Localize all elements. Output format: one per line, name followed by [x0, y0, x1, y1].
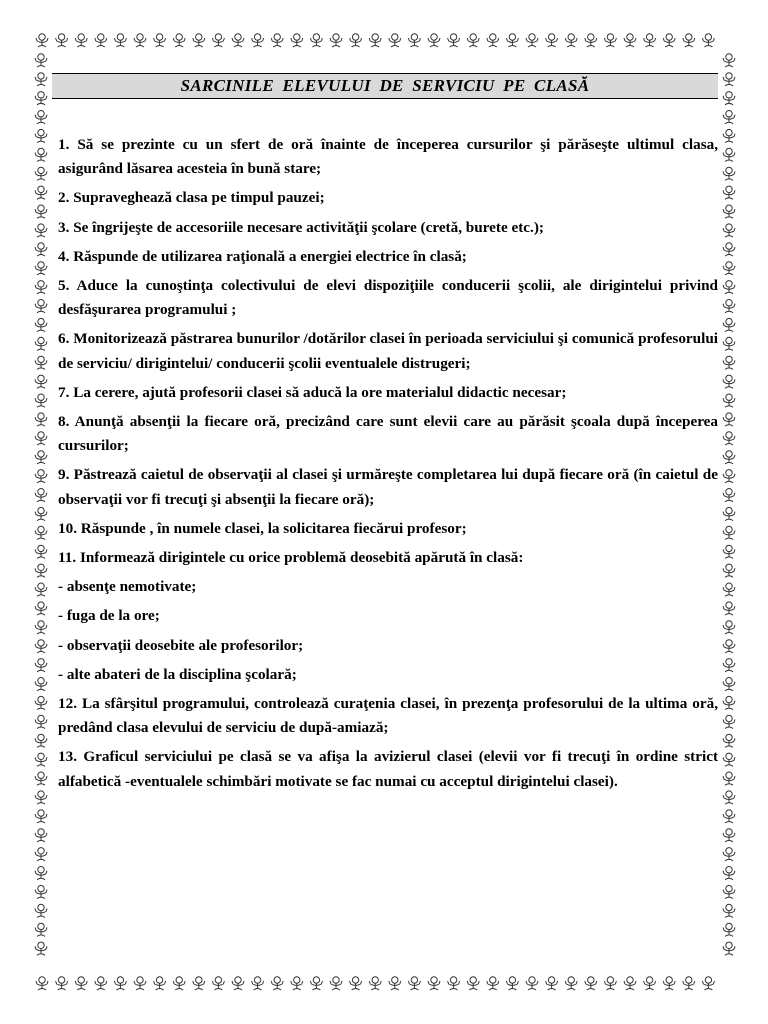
ornament-icon [663, 34, 675, 47]
ornament-icon [723, 356, 735, 369]
ornament-icon [723, 715, 735, 728]
ornament-icon [723, 867, 735, 880]
ornament-icon [35, 564, 47, 577]
ornament-icon [35, 602, 47, 615]
document-page [52, 73, 718, 799]
ornament-icon [35, 111, 47, 124]
list-item: 10. Răspunde , în numele clasei, la solicitarea fiecărui profesor; [58, 519, 467, 537]
ornament-icon [723, 394, 735, 407]
ornament-icon [565, 34, 577, 47]
ornament-icon [114, 977, 126, 990]
ornament-icon [723, 413, 735, 426]
ornament-icon [35, 432, 47, 445]
ornament-icon [723, 129, 735, 142]
ornament-icon [487, 34, 499, 47]
ornament-icon [35, 659, 47, 672]
ornament-icon [193, 977, 205, 990]
ornament-icon [232, 977, 244, 990]
ornament-icon [35, 545, 47, 558]
list-item: 1. Să se prezinte cu un sfert de oră înainte de începerea cursurilor şi părăseşte ultimul clasa, asigurând lăsarea acesteia în bună stare; [58, 136, 718, 178]
ornament-icon [154, 977, 166, 990]
ornament-icon [310, 34, 322, 47]
ornament-icon [585, 977, 597, 990]
list-item: 2. Supraveghează clasa pe timpul pauzei; [58, 189, 325, 207]
ornament-icon [36, 977, 48, 990]
ornament-icon [212, 977, 224, 990]
ornament-icon [723, 73, 735, 86]
list-item: 6. Monitorizează păstrarea bunurilor /dotărilor clasei în perioada serviciului şi comunică profesorului de serviciu/ dirigintelui/ conducerii şcolii eventualele distrugeri; [58, 330, 718, 372]
ornament-icon [702, 34, 714, 47]
ornament-icon [56, 977, 68, 990]
ornament-icon [723, 489, 735, 502]
ornament-icon [35, 186, 47, 199]
ornament-icon [467, 34, 479, 47]
ornament-icon [723, 696, 735, 709]
ornament-icon [35, 92, 47, 105]
ornament-icon [35, 356, 47, 369]
ornament-icon [702, 977, 714, 990]
ornament-icon [506, 977, 518, 990]
ornament-icon [487, 977, 499, 990]
ornament-icon [723, 791, 735, 804]
ornament-icon [35, 867, 47, 880]
sub-list-item: - alte abateri de la disciplina şcolară; [58, 665, 297, 683]
ornament-icon [723, 470, 735, 483]
ornament-icon [330, 977, 342, 990]
ornament-icon [723, 300, 735, 313]
ornament-icon [408, 34, 420, 47]
ornament-icon [546, 34, 558, 47]
ornament-icon [271, 977, 283, 990]
ornament-icon [723, 451, 735, 464]
ornament-icon [369, 34, 381, 47]
ornament-icon [35, 148, 47, 161]
sub-list-item: - fuga de la ore; [58, 607, 160, 625]
ornament-icon [252, 977, 264, 990]
document-title: SARCINILE ELEVULUI DE SERVICIU PE CLASĂ [52, 73, 718, 99]
ornament-icon [35, 318, 47, 331]
ornament-icon [585, 34, 597, 47]
ornament-icon [723, 148, 735, 161]
ornament-icon [723, 167, 735, 180]
ornament-icon [35, 621, 47, 634]
ornament-icon [624, 34, 636, 47]
ornament-icon [723, 810, 735, 823]
ornament-icon [723, 848, 735, 861]
list-item: 3. Se îngrijeşte de accesoriile necesare activităţii şcolare (cretă, burete etc.); [58, 218, 544, 236]
ornament-icon [723, 318, 735, 331]
ornament-icon [35, 507, 47, 520]
ornament-icon [526, 34, 538, 47]
ornament-icon [35, 885, 47, 898]
ornament-icon [723, 337, 735, 350]
ornament-icon [75, 34, 87, 47]
ornament-icon [35, 526, 47, 539]
ornament-icon [35, 715, 47, 728]
ornament-icon [35, 772, 47, 785]
ornament-icon [35, 470, 47, 483]
ornament-icon [723, 262, 735, 275]
ornament-icon [232, 34, 244, 47]
ornament-icon [723, 602, 735, 615]
ornament-icon [75, 977, 87, 990]
list-item: 13. Graficul serviciului pe clasă se va afişa la avizierul clasei (elevii vor fi trecuţi în ordine strict alfabetică -eventualele schimbări motivate se fac numai cu acceptul dirigintelui clasei). [58, 748, 718, 790]
ornament-icon [35, 753, 47, 766]
ornament-icon [35, 696, 47, 709]
ornament-icon [56, 34, 68, 47]
ornament-icon [683, 977, 695, 990]
ornament-icon [95, 34, 107, 47]
ornament-icon [723, 640, 735, 653]
ornament-icon [35, 224, 47, 237]
ornament-icon [723, 205, 735, 218]
ornament-icon [624, 977, 636, 990]
ornament-icon [663, 977, 675, 990]
ornament-icon [35, 300, 47, 313]
ornament-icon [310, 977, 322, 990]
ornament-icon [723, 942, 735, 955]
list-item: 5. Aduce la cunoştinţa colectivului de elevi dispoziţiile conducerii şcolii, ale dirigintelui privind desfăşurarea programului ; [58, 277, 718, 319]
ornament-icon [193, 34, 205, 47]
ornament-icon [35, 73, 47, 86]
ornament-icon [35, 281, 47, 294]
ornament-icon [35, 167, 47, 180]
ornament-icon [723, 243, 735, 256]
ornament-icon [291, 977, 303, 990]
ornament-icon [35, 205, 47, 218]
ornament-icon [723, 54, 735, 67]
ornament-icon [723, 829, 735, 842]
ornament-icon [723, 224, 735, 237]
list-item: 11. Informează dirigintele cu orice problemă deosebită apărută în clasă: [58, 549, 524, 567]
list-item: 7. La cerere, ajută profesorii clasei să aducă la ore materialul didactic necesar; [58, 383, 567, 401]
ornament-icon [330, 34, 342, 47]
ornament-icon [35, 904, 47, 917]
ornament-icon [35, 942, 47, 955]
ornament-icon [35, 848, 47, 861]
ornament-icon [35, 829, 47, 842]
ornament-icon [723, 281, 735, 294]
ornament-icon [604, 34, 616, 47]
ornament-icon [506, 34, 518, 47]
ornament-icon [114, 34, 126, 47]
ornament-icon [212, 34, 224, 47]
ornament-icon [134, 34, 146, 47]
ornament-icon [428, 34, 440, 47]
ornament-icon [723, 885, 735, 898]
ornament-icon [604, 977, 616, 990]
ornament-icon [723, 904, 735, 917]
ornament-icon [448, 34, 460, 47]
ornament-icon [35, 810, 47, 823]
ornament-icon [173, 977, 185, 990]
ornament-icon [723, 923, 735, 936]
ornament-icon [95, 977, 107, 990]
ornament-icon [389, 977, 401, 990]
ornament-icon [644, 977, 656, 990]
ornament-icon [154, 34, 166, 47]
ornament-icon [723, 772, 735, 785]
ornament-icon [35, 413, 47, 426]
ornament-icon [35, 791, 47, 804]
ornament-icon [35, 262, 47, 275]
ornament-icon [565, 977, 577, 990]
ornament-icon [467, 977, 479, 990]
list-item: 4. Răspunde de utilizarea raţională a energiei electrice în clasă; [58, 247, 467, 265]
ornament-icon [36, 34, 48, 47]
list-item: 9. Păstrează caietul de observaţii al clasei şi urmăreşte completarea lui după fiecare oră (în caietul de observaţii vor fi trecuţi şi absenţii la fiecare oră); [58, 466, 718, 508]
ornament-icon [35, 640, 47, 653]
ornament-icon [723, 92, 735, 105]
ornament-icon [723, 678, 735, 691]
ornament-icon [546, 977, 558, 990]
ornament-icon [35, 375, 47, 388]
ornament-icon [35, 243, 47, 256]
ornament-icon [252, 34, 264, 47]
ornament-icon [291, 34, 303, 47]
ornament-icon [526, 977, 538, 990]
ornament-icon [35, 54, 47, 67]
task-list [52, 133, 718, 794]
list-item: 12. La sfârşitul programului, controlează curaţenia clasei, în prezenţa profesorului de la ultima oră, predând clasa elevului de serviciu de după-amiază; [58, 695, 718, 737]
ornament-icon [369, 977, 381, 990]
ornament-icon [35, 678, 47, 691]
ornament-icon [723, 753, 735, 766]
ornament-icon [35, 734, 47, 747]
ornament-icon [723, 507, 735, 520]
ornament-icon [35, 923, 47, 936]
ornament-icon [350, 34, 362, 47]
ornament-icon [723, 432, 735, 445]
ornament-icon [723, 659, 735, 672]
ornament-icon [723, 564, 735, 577]
ornament-icon [35, 394, 47, 407]
list-item: 8. Anunţă absenţii la fiecare oră, precizând care sunt elevii care au părăsit şcoala după începerea cursurilor; [58, 413, 718, 455]
ornament-icon [350, 977, 362, 990]
ornament-icon [35, 129, 47, 142]
ornament-icon [271, 34, 283, 47]
sub-list-item: - observaţii deosebite ale profesorilor; [58, 636, 304, 654]
ornament-icon [448, 977, 460, 990]
ornament-icon [35, 337, 47, 350]
ornament-icon [723, 186, 735, 199]
ornament-icon [173, 34, 185, 47]
ornament-icon [723, 526, 735, 539]
ornament-icon [134, 977, 146, 990]
ornament-icon [723, 111, 735, 124]
ornament-icon [723, 545, 735, 558]
ornament-icon [408, 977, 420, 990]
sub-list-item: - absenţe nemotivate; [58, 578, 197, 596]
ornament-icon [644, 34, 656, 47]
ornament-icon [35, 451, 47, 464]
ornament-icon [35, 583, 47, 596]
ornament-icon [35, 489, 47, 502]
ornament-icon [389, 34, 401, 47]
ornament-icon [723, 583, 735, 596]
ornament-icon [428, 977, 440, 990]
ornament-icon [723, 734, 735, 747]
ornament-icon [723, 621, 735, 634]
ornament-icon [723, 375, 735, 388]
ornament-icon [683, 34, 695, 47]
